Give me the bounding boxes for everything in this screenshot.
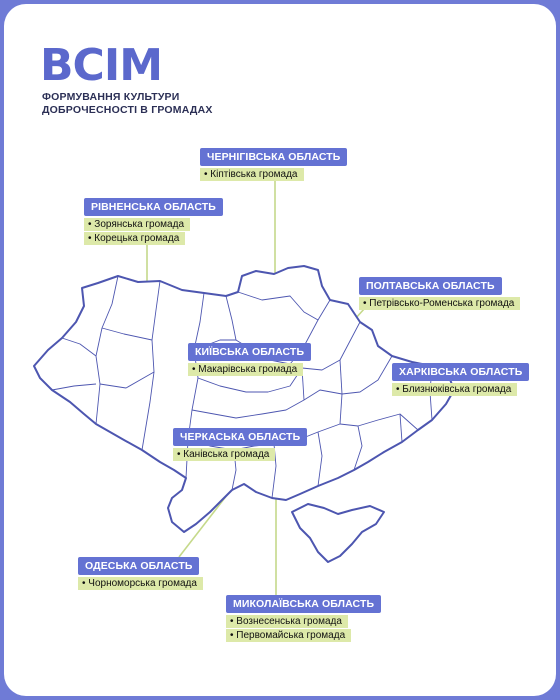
town-list <box>392 383 529 396</box>
region-name: ПОЛТАВСЬКА ОБЛАСТЬ <box>359 277 502 295</box>
label-cherkasy <box>173 428 307 461</box>
town-list <box>359 297 520 310</box>
infographic-card <box>4 4 556 696</box>
town-list <box>200 168 347 181</box>
region-name: ЧЕРНІГІВСЬКА ОБЛАСТЬ <box>200 148 347 166</box>
town-item: • Петрівсько-Роменська громада <box>359 297 520 310</box>
town-item: • Вознесенська громада <box>226 615 348 628</box>
town-item: • Близнюківська громада <box>392 383 517 396</box>
town-item: • Канівська громада <box>173 448 275 461</box>
tagline-line-2: ДОБРОЧЕСНОСТІ В ГРОМАДАХ <box>42 104 213 116</box>
tagline-line-1: ФОРМУВАННЯ КУЛЬТУРИ <box>42 91 180 103</box>
label-mykolaiv <box>226 595 381 642</box>
label-poltava <box>359 277 520 310</box>
town-item: • Первомайська громада <box>226 629 351 642</box>
town-item: • Кіптівська громада <box>200 168 304 181</box>
logo: ВСІМ <box>40 40 162 91</box>
town-list <box>226 615 381 642</box>
label-kyiv <box>188 343 311 376</box>
region-name: ОДЕСЬКА ОБЛАСТЬ <box>78 557 199 575</box>
crimea <box>292 504 384 562</box>
town-item: • Корецька громада <box>84 232 185 245</box>
region-name: РІВНЕНСЬКА ОБЛАСТЬ <box>84 198 223 216</box>
region-name: КИЇВСЬКА ОБЛАСТЬ <box>188 343 311 361</box>
label-odesa <box>78 557 203 590</box>
label-kharkiv <box>392 363 529 396</box>
town-list <box>188 363 311 376</box>
town-item: • Зорянська громада <box>84 218 190 231</box>
region-name: ХАРКІВСЬКА ОБЛАСТЬ <box>392 363 529 381</box>
town-list <box>78 577 203 590</box>
label-rivne <box>84 198 223 245</box>
town-item: • Чорноморська громада <box>78 577 203 590</box>
label-chernihiv <box>200 148 347 181</box>
town-item: • Макарівська громада <box>188 363 303 376</box>
region-name: МИКОЛАЇВСЬКА ОБЛАСТЬ <box>226 595 381 613</box>
town-list <box>173 448 307 461</box>
town-list <box>84 218 223 245</box>
region-name: ЧЕРКАСЬКА ОБЛАСТЬ <box>173 428 307 446</box>
